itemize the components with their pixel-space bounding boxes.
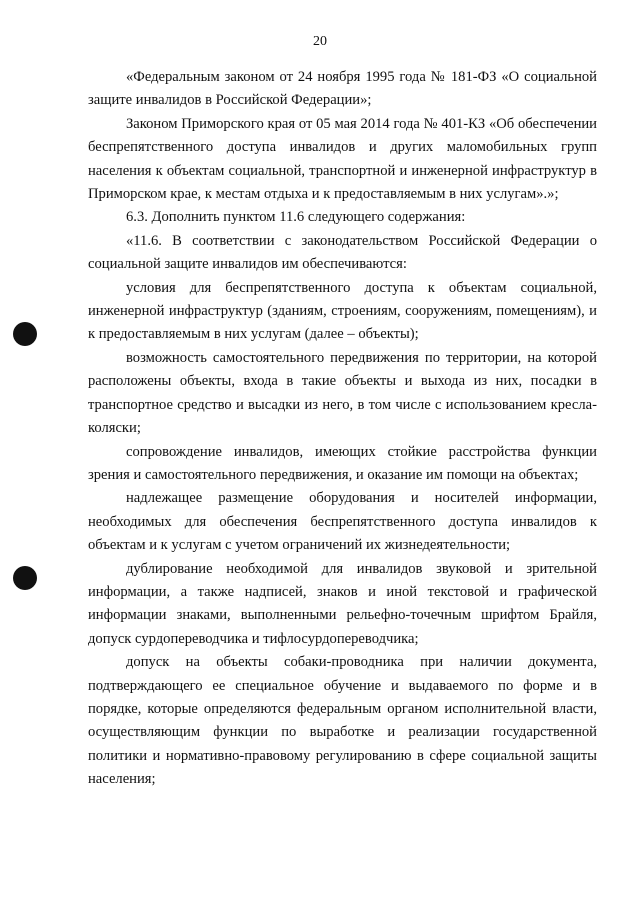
punch-hole-mark	[13, 566, 37, 590]
paragraph-11-6: «11.6. В соответствии с законодательством Российской Федерации о социальной защите инвалидов им обеспечиваются:	[88, 232, 597, 273]
punch-hole-mark	[13, 322, 37, 346]
paragraph-movement: возможность самостоятельного передвижения по территории, на которой расположены объекты, входа в такие объекты и выхода из них, посадки в транспортное средство и высадки из него, в том числе с использованием кресла-коляски;	[88, 349, 597, 437]
paragraph-access-conditions: условия для беспрепятственного доступа к объектам социальной, инженерной инфраструктур (зданиям, строениям, сооружениям, помещениям), и к предоставляемым в них услугам (далее – объекты);	[88, 279, 597, 343]
paragraph-federal-law: «Федеральным законом от 24 ноября 1995 года № 181-ФЗ «О социальной защите инвалидов в Российской Федерации»;	[88, 69, 597, 109]
page-number: 20	[313, 34, 327, 49]
document-body	[88, 66, 597, 792]
paragraph-guide-dog: допуск на объекты собаки-проводника при наличии документа, подтверждающего ее специальное обучение и выдаваемого по форме и в порядке, которые определяются федеральным органом исполнительной власти, осуществляющим функции по выработке и реализации государственной политики и нормативно-правовому регулированию в сфере социальной защиты населения;	[88, 654, 597, 788]
paragraph-accompaniment: сопровождение инвалидов, имеющих стойкие расстройства функции зрения и самостоятельного передвижения, и оказание им помощи на объектах;	[88, 443, 597, 483]
paragraph-equipment-placement: надлежащее размещение оборудования и носителей информации, необходимых для обеспечения беспрепятственного доступа инвалидов к объектам и к услугам с учетом ограничений их жизнедеятельности;	[88, 490, 597, 554]
paragraph-6-3: 6.3. Дополнить пунктом 11.6 следующего содержания:	[126, 209, 466, 226]
paragraph-primorsky-law: Законом Приморского края от 05 мая 2014 года № 401-КЗ «Об обеспечении беспрепятственного доступа инвалидов и других маломобильных групп населения к объектам социальной, транспортной и инженерной инфраструктур в Приморском крае, к местам отдыха и к предоставляемым в них услугам».»;	[88, 115, 597, 203]
paragraph-information-duplication: дублирование необходимой для инвалидов звуковой и зрительной информации, а также надписей, знаков и иной текстовой и графической информации знаками, выполненными рельефно-точечным шрифтом Брайля, допуск сурдопереводчика и тифлосурдопереводчика;	[88, 560, 597, 647]
